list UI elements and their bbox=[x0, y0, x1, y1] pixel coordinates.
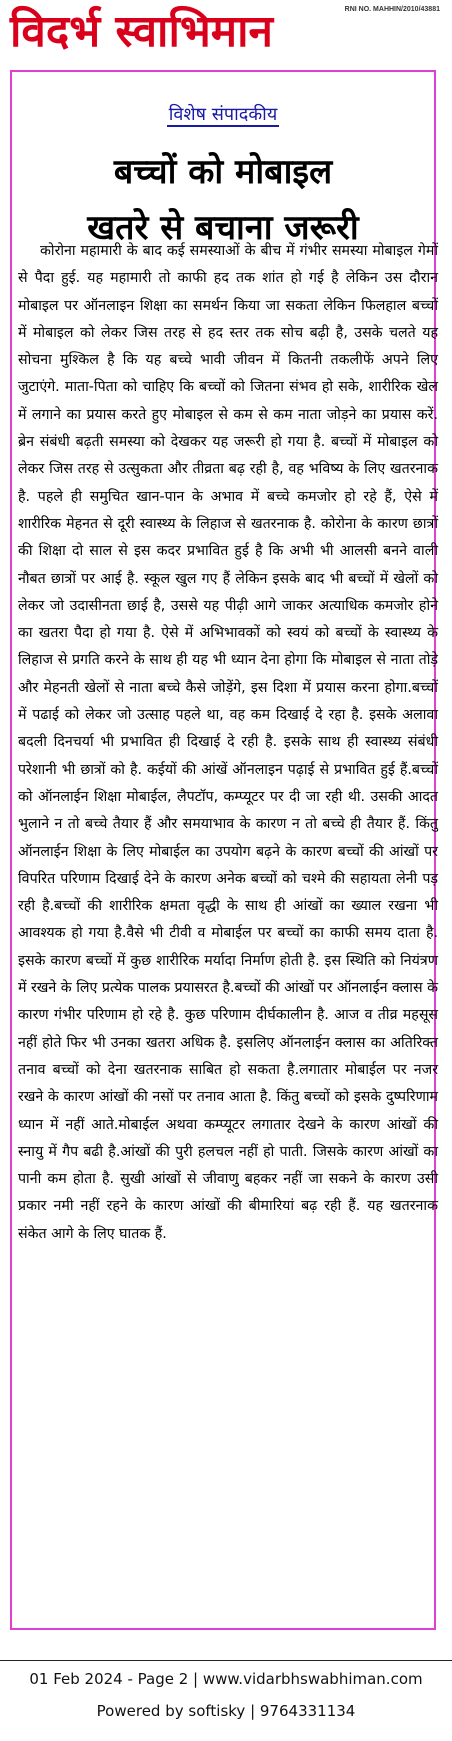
footer-date-page-url: 01 Feb 2024 - Page 2 | www.vidarbhswabhiman.com bbox=[29, 1670, 423, 1688]
masthead bbox=[0, 0, 452, 70]
footer-separator: | bbox=[245, 1702, 260, 1720]
headline-line-1: बच्चों को मोबाइल bbox=[113, 152, 333, 192]
softisky-link[interactable]: softisky bbox=[188, 1702, 246, 1720]
newspaper-logo-title: विदर्भ स्वाभिमान bbox=[10, 6, 273, 57]
kicker-label: विशेष संपादकीय bbox=[168, 104, 278, 125]
article-body: कोरोना महामारी के बाद कई समस्याओं के बीच में गंभीर समस्या मोबाइल गेमों से पैदा हुई. यह महामारी तो काफी हद तक शांत हो गई है लेकिन उस दौरान मोबाइल पर ऑनलाइन शिक्षा का समर्थन किया जा सकता लेकिन फिलहाल बच्चों में मोबाइल को लेकर जिस तरह से हद स्तर तक सोच बढ़ी है, उसके चलते यह सोचना मुश्किल है कि यह बच्चे भावी जीवन में कितनी तकलीफें अपने लिए जुटाएंगे. माता-पिता को चाहिए कि बच्चों को जितना संभव हो सके, शारीरिक खेल में लगाने का प्रयास करते हुए मोबाइल से कम से कम नाता जोड़ने का प्रयास करें. ब्रेन संबंधी बढ़ती समस्या को देखकर यह जरूरी हो गया है. बच्चों में मोबाइल को लेकर जिस तरह से उत्सुकता और तीव्रता बढ़ रही है, वह भविष्य के लिए खतरनाक है. पहले ही समुचित खान-पान के अभाव में बच्चे कमजोर हो रहे हैं, ऐसे में शारीरिक मेहनत से दूरी स्वास्थ्य के लिहाज से खतरनाक है. कोरोना के कारण छात्रों की शिक्षा दो साल से इस कदर प्रभावित हुई है कि अभी भी आलसी बनने वाली नौबत छात्रों पर आई है. स्कूल खुल गए हैं लेकिन इसके बाद भी बच्चों में खेलों को लेकर जो उदासीनता छाई है, उससे यह पीढ़ी आगे जाकर अत्याधिक कमजोर होने का खतरा पैदा हो गया है. ऐसे में अभिभावकों को स्वयं को बच्चों के स्वास्थ्य के लिहाज से प्रगति करने के साथ ही यह भी ध्यान देना होगा कि मोबाइल से नाता तोड़े और मेहनती खेलों से नाता बच्चे कैसे जोड़ेंगे, इस दिशा में प्रयास करना होगा.बच्चों में पढाई को लेकर जो उत्साह पहले था, वह कम दिखाई दे रहा है. इसके अलावा बदली दिनचर्या भी प्रभावित ही दिखाई दे रही है. इसके साथ ही स्वास्थ्य संबंधी परेशानी भी छात्रों को है. कईयों की आंखें ऑनलाइन पढ़ाई से प्रभावित हुई हैं.बच्चों को ऑनलाईन शिक्षा मोबाईल, लैपटॉप, कम्प्यूटर पर दी जा रही थी. उसकी आदत भुलाने न तो बच्चे तैयार हैं और समयाभाव के कारण न तो बच्चे ही तैयार हैं. किंतु ऑनलाईन शिक्षा के लिए मोबाईल का उपयोग बढ़ने के कारण बच्चों की आंखों पर विपरित परिणाम दिखाई देने के कारण अनेक बच्चों को चश्मे की सहायता लेनी पड़ रही है.बच्चों की शारीरिक क्षमता वृद्धी के साथ ही आंखों का ख्याल रखना भी आवश्यक हो गया है.वैसे भी टीवी व मोबाईल पर बच्चों का काफी समय दाता है. इसके कारण बच्चों में कुछ शारीरिक मर्यादा निर्माण होती है. इस स्थिति को नियंत्रण में रखने के लिए प्रत्येक पालक प्रयासरत है.बच्चों की आंखों पर ऑनलाईन क्लास के कारण गंभीर परिणाम हो रहे है. कुछ परिणाम दीर्घकालीन है. आज व तीव्र महसूस नहीं होते फिर भी उनका खतरा अधिक है. इसलिए ऑनलाईन क्लास का अतिरिक्त तनाव बच्चों को देना खतरनाक साबित हो सकता है.लगातार मोबाईल पर नजर रखने के कारण आंखों की नसों पर तनाव आता है. किंतु बच्चों को इसके दुष्परिणाम ध्यान में नहीं आते.मोबाईल अथवा कम्प्यूटर लगातार देखने के कारण आंखों की स्नायु में गैप बढी है.आंखों की पुरी हलचल नहीं हो पाती. जिसके कारण आंखों का पानी कम होता है. सुखी आंखों से जीवाणु बहकर नहीं जा सकने के कारण उसी प्रकार नमी नहीं रहने के कारण आंखों की बीमारियां बढ़ रही हैं. यह खतरनाक संकेत आगे के लिए घातक हैं. bbox=[18, 243, 438, 1242]
contact-phone: 9764331134 bbox=[259, 1702, 356, 1720]
powered-by-prefix: Powered by bbox=[96, 1702, 189, 1720]
headline-line-2: खतरे से बचाना जरूरी bbox=[87, 208, 359, 248]
rni-number: RNI NO. MAHHIN/2010/43881 bbox=[344, 6, 440, 13]
section-kicker bbox=[12, 102, 434, 126]
footer-divider bbox=[0, 1660, 452, 1661]
footer-powered-by bbox=[0, 1702, 452, 1720]
